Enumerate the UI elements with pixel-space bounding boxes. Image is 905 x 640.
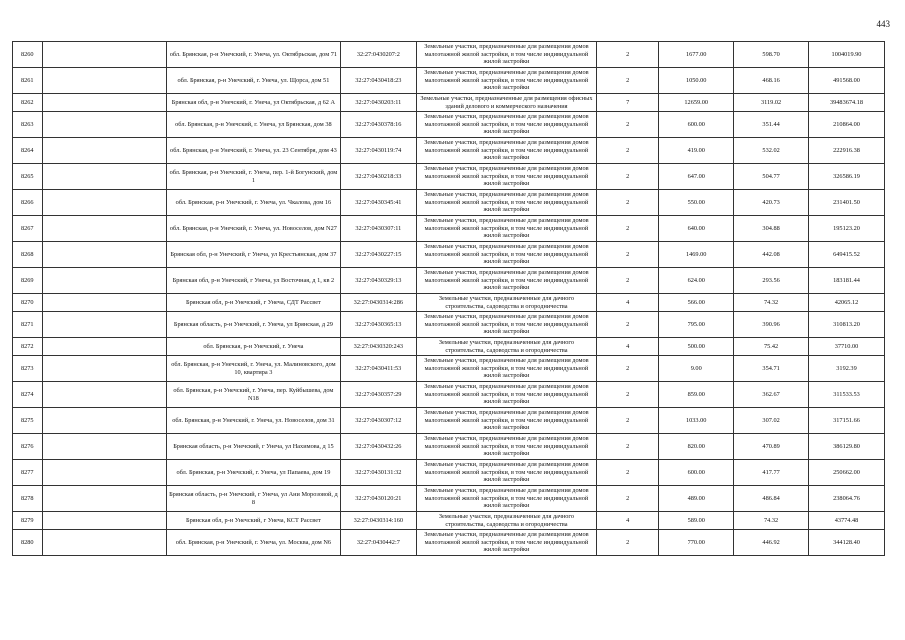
row-number-cell: 8267	[13, 216, 43, 242]
use-group-cell: 4	[597, 294, 659, 312]
spacer-cell	[42, 112, 166, 138]
use-group-cell: 2	[597, 138, 659, 164]
area-cell: 1469.00	[659, 242, 734, 268]
use-group-cell: 2	[597, 356, 659, 382]
row-number-cell: 8280	[13, 530, 43, 556]
spacer-cell	[42, 356, 166, 382]
address-cell: обл. Брянская, р-н Унечский, г. Унеча, пер. 1-й Богунский, дом 1	[166, 164, 340, 190]
use-group-cell: 2	[597, 382, 659, 408]
area-cell: 1677.00	[659, 42, 734, 68]
row-number-cell: 8264	[13, 138, 43, 164]
specific-value-cell: 504.77	[734, 164, 809, 190]
area-cell: 9.00	[659, 356, 734, 382]
area-cell: 640.00	[659, 216, 734, 242]
use-group-cell: 2	[597, 112, 659, 138]
cadastral-value-cell: 222916.38	[809, 138, 885, 164]
cadastral-value-cell: 1004019.90	[809, 42, 885, 68]
cadastral-value-cell: 3192.39	[809, 356, 885, 382]
table-row	[13, 94, 885, 112]
row-number-cell: 8263	[13, 112, 43, 138]
cadastral-value-cell: 210864.00	[809, 112, 885, 138]
land-use-cell: Земельные участки, предназначенные для размещения домов малоэтажной жилой застройки, в том числе индивидуальной жилой застройки	[416, 530, 596, 556]
land-use-cell: Земельные участки, предназначенные для размещения домов малоэтажной жилой застройки, в том числе индивидуальной жилой застройки	[416, 138, 596, 164]
table-row	[13, 338, 885, 356]
cadastral-number-cell: 32:27:0430432:26	[340, 434, 416, 460]
cadastral-value-cell: 649415.52	[809, 242, 885, 268]
specific-value-cell: 468.16	[734, 68, 809, 94]
address-cell: Брянская область, р-н Унечский, г. Унеча, ул Брянская, д 29	[166, 312, 340, 338]
table-row	[13, 382, 885, 408]
cadastral-value-cell: 344128.40	[809, 530, 885, 556]
row-number-cell: 8279	[13, 512, 43, 530]
row-number-cell: 8269	[13, 268, 43, 294]
address-cell: Брянская обл, р-н Унечский, г Унеча, ул Восточная, д 1, кв 2	[166, 268, 340, 294]
spacer-cell	[42, 68, 166, 94]
land-use-cell: Земельные участки, предназначенные для размещения домов малоэтажной жилой застройки, в том числе индивидуальной жилой застройки	[416, 68, 596, 94]
row-number-cell: 8276	[13, 434, 43, 460]
table-row	[13, 216, 885, 242]
use-group-cell: 2	[597, 216, 659, 242]
cadastral-number-cell: 32:27:0430307:11	[340, 216, 416, 242]
address-cell: обл. Брянская, р-н Унечский, г. Унеча, ул. Новоселов, дом N27	[166, 216, 340, 242]
table-row	[13, 164, 885, 190]
specific-value-cell: 390.96	[734, 312, 809, 338]
spacer-cell	[42, 268, 166, 294]
table-row	[13, 530, 885, 556]
area-cell: 647.00	[659, 164, 734, 190]
cadastral-value-cell: 43774.48	[809, 512, 885, 530]
specific-value-cell: 293.56	[734, 268, 809, 294]
spacer-cell	[42, 486, 166, 512]
table-row	[13, 112, 885, 138]
address-cell: обл. Брянская, р-н Унечский, г. Унеча, ул. Щорса, дом 51	[166, 68, 340, 94]
row-number-cell: 8274	[13, 382, 43, 408]
specific-value-cell: 75.42	[734, 338, 809, 356]
specific-value-cell: 351.44	[734, 112, 809, 138]
spacer-cell	[42, 294, 166, 312]
cadastral-number-cell: 32:27:0430365:13	[340, 312, 416, 338]
specific-value-cell: 74.32	[734, 294, 809, 312]
spacer-cell	[42, 242, 166, 268]
table-row	[13, 486, 885, 512]
land-use-cell: Земельные участки, предназначенные для размещения домов малоэтажной жилой застройки, в том числе индивидуальной жилой застройки	[416, 408, 596, 434]
cadastral-number-cell: 32:27:0430442:7	[340, 530, 416, 556]
area-cell: 550.00	[659, 190, 734, 216]
land-use-cell: Земельные участки, предназначенные для размещения домов малоэтажной жилой застройки, в том числе индивидуальной жилой застройки	[416, 434, 596, 460]
specific-value-cell: 442.08	[734, 242, 809, 268]
address-cell: обл. Брянская, р-н Унечский, г. Унеча, ул. Октябрьская, дом 71	[166, 42, 340, 68]
cadastral-value-cell: 326586.19	[809, 164, 885, 190]
land-use-cell: Земельные участки, предназначенные для размещения домов малоэтажной жилой застройки, в том числе индивидуальной жилой застройки	[416, 486, 596, 512]
cadastral-value-cell: 386129.80	[809, 434, 885, 460]
use-group-cell: 2	[597, 486, 659, 512]
area-cell: 600.00	[659, 460, 734, 486]
use-group-cell: 2	[597, 408, 659, 434]
area-cell: 770.00	[659, 530, 734, 556]
table-row	[13, 68, 885, 94]
address-cell: Брянская область, р-н Унечский, г Унеча, ул Нахимова, д 15	[166, 434, 340, 460]
cadastral-value-cell: 37710.00	[809, 338, 885, 356]
row-number-cell: 8277	[13, 460, 43, 486]
address-cell: обл. Брянская, р-н Унечский, г. Унеча, ул. Новоселов, дом 31	[166, 408, 340, 434]
spacer-cell	[42, 312, 166, 338]
cadastral-number-cell: 32:27:0430418:23	[340, 68, 416, 94]
cadastral-number-cell: 32:27:0430131:32	[340, 460, 416, 486]
specific-value-cell: 532.02	[734, 138, 809, 164]
use-group-cell: 2	[597, 190, 659, 216]
spacer-cell	[42, 338, 166, 356]
row-number-cell: 8271	[13, 312, 43, 338]
cadastral-value-cell: 250662.00	[809, 460, 885, 486]
cadastral-number-cell: 32:27:0430329:13	[340, 268, 416, 294]
use-group-cell: 2	[597, 312, 659, 338]
table-row	[13, 408, 885, 434]
cadastral-value-cell: 42065.12	[809, 294, 885, 312]
land-use-cell: Земельные участки, предназначенные для размещения домов малоэтажной жилой застройки, в том числе индивидуальной жилой застройки	[416, 356, 596, 382]
use-group-cell: 4	[597, 338, 659, 356]
land-use-cell: Земельные участки, предназначенные для размещения домов малоэтажной жилой застройки, в том числе индивидуальной жилой застройки	[416, 164, 596, 190]
specific-value-cell: 598.70	[734, 42, 809, 68]
cadastral-value-cell: 238064.76	[809, 486, 885, 512]
area-cell: 12659.00	[659, 94, 734, 112]
land-use-cell: Земельные участки, предназначенные для размещения офисных зданий делового и коммерческого назначения	[416, 94, 596, 112]
land-use-cell: Земельные участки, предназначенные для размещения домов малоэтажной жилой застройки, в том числе индивидуальной жилой застройки	[416, 382, 596, 408]
row-number-cell: 8273	[13, 356, 43, 382]
row-number-cell: 8270	[13, 294, 43, 312]
use-group-cell: 2	[597, 242, 659, 268]
area-cell: 489.00	[659, 486, 734, 512]
row-number-cell: 8268	[13, 242, 43, 268]
address-cell: обл. Брянская, р-н Унечский, г. Унеча, ул. Малиновского, дом 10, квартира 3	[166, 356, 340, 382]
land-use-cell: Земельные участки, предназначенные для дачного строительства, садоводства и огородничества	[416, 338, 596, 356]
cadastral-value-cell: 317151.66	[809, 408, 885, 434]
row-number-cell: 8272	[13, 338, 43, 356]
cadastral-number-cell: 32:27:0430307:12	[340, 408, 416, 434]
land-use-cell: Земельные участки, предназначенные для размещения домов малоэтажной жилой застройки, в том числе индивидуальной жилой застройки	[416, 42, 596, 68]
cadastral-number-cell: 32:27:0430314:286	[340, 294, 416, 312]
use-group-cell: 2	[597, 42, 659, 68]
page-number: 443	[876, 19, 890, 29]
cadastral-number-cell: 32:27:0430218:33	[340, 164, 416, 190]
area-cell: 500.00	[659, 338, 734, 356]
spacer-cell	[42, 382, 166, 408]
land-use-cell: Земельные участки, предназначенные для размещения домов малоэтажной жилой застройки, в том числе индивидуальной жилой застройки	[416, 112, 596, 138]
specific-value-cell: 3119.02	[734, 94, 809, 112]
area-cell: 1033.00	[659, 408, 734, 434]
land-use-cell: Земельные участки, предназначенные для размещения домов малоэтажной жилой застройки, в том числе индивидуальной жилой застройки	[416, 460, 596, 486]
row-number-cell: 8275	[13, 408, 43, 434]
row-number-cell: 8261	[13, 68, 43, 94]
spacer-cell	[42, 408, 166, 434]
use-group-cell: 4	[597, 512, 659, 530]
land-use-cell: Земельные участки, предназначенные для размещения домов малоэтажной жилой застройки, в том числе индивидуальной жилой застройки	[416, 242, 596, 268]
use-group-cell: 2	[597, 268, 659, 294]
cadastral-value-cell: 195123.20	[809, 216, 885, 242]
cadastral-number-cell: 32:27:0430378:16	[340, 112, 416, 138]
spacer-cell	[42, 94, 166, 112]
cadastral-number-cell: 32:27:0430119:74	[340, 138, 416, 164]
spacer-cell	[42, 530, 166, 556]
cadastral-value-cell: 491568.00	[809, 68, 885, 94]
cadastral-value-cell: 310813.20	[809, 312, 885, 338]
area-cell: 600.00	[659, 112, 734, 138]
spacer-cell	[42, 460, 166, 486]
table-row	[13, 42, 885, 68]
table-row	[13, 268, 885, 294]
address-cell: обл. Брянская, р-н Унечский, г. Унеча, ул Брянская, дом 38	[166, 112, 340, 138]
address-cell: обл. Брянская, р-н Унечский, г. Унеча, ул. Москва, дом N6	[166, 530, 340, 556]
specific-value-cell: 74.32	[734, 512, 809, 530]
cadastral-number-cell: 32:27:0430411:53	[340, 356, 416, 382]
cadastral-number-cell: 32:27:0430320:243	[340, 338, 416, 356]
address-cell: Брянская обл, р-н Унечский, г Унеча, ул Крестьянская, дом 37	[166, 242, 340, 268]
spacer-cell	[42, 190, 166, 216]
area-cell: 1050.00	[659, 68, 734, 94]
area-cell: 419.00	[659, 138, 734, 164]
address-cell: Брянская обл, р-н Унечский, г. Унеча, ул Октябрьская, д 62 А	[166, 94, 340, 112]
cadastral-value-cell: 183181.44	[809, 268, 885, 294]
cadastral-number-cell: 32:27:0430345:41	[340, 190, 416, 216]
specific-value-cell: 362.67	[734, 382, 809, 408]
table-row	[13, 356, 885, 382]
address-cell: обл. Брянская, р-н Унечский, г. Унеча, пер. Куйбышева, дом N18	[166, 382, 340, 408]
specific-value-cell: 304.88	[734, 216, 809, 242]
specific-value-cell: 470.89	[734, 434, 809, 460]
use-group-cell: 2	[597, 530, 659, 556]
spacer-cell	[42, 42, 166, 68]
table-row	[13, 242, 885, 268]
cadastral-number-cell: 32:27:0430120:21	[340, 486, 416, 512]
specific-value-cell: 486.84	[734, 486, 809, 512]
address-cell: Брянская обл, р-н Унечский, г Унеча, КСТ Рассвет	[166, 512, 340, 530]
address-cell: обл. Брянская, р-н Унечский, г. Унеча	[166, 338, 340, 356]
specific-value-cell: 420.73	[734, 190, 809, 216]
land-use-cell: Земельные участки, предназначенные для размещения домов малоэтажной жилой застройки, в том числе индивидуальной жилой застройки	[416, 190, 596, 216]
table-row	[13, 190, 885, 216]
use-group-cell: 2	[597, 68, 659, 94]
specific-value-cell: 307.02	[734, 408, 809, 434]
spacer-cell	[42, 164, 166, 190]
spacer-cell	[42, 434, 166, 460]
land-use-cell: Земельные участки, предназначенные для дачного строительства, садоводства и огородничества	[416, 294, 596, 312]
cadastral-number-cell: 32:27:0430227:15	[340, 242, 416, 268]
table-row	[13, 460, 885, 486]
cadastral-registry-table	[12, 41, 885, 556]
address-cell: обл. Брянская, р-н Унечский, г. Унеча, ул Папаева, дом 19	[166, 460, 340, 486]
table-row	[13, 294, 885, 312]
table-row	[13, 512, 885, 530]
address-cell: обл. Брянская, р-н Унечский, г. Унеча, ул. 23 Сентября, дом 43	[166, 138, 340, 164]
land-use-cell: Земельные участки, предназначенные для размещения домов малоэтажной жилой застройки, в том числе индивидуальной жилой застройки	[416, 312, 596, 338]
address-cell: Брянская обл, р-н Унечский, г Унеча, СДТ Рассвет	[166, 294, 340, 312]
table-row	[13, 138, 885, 164]
table-row	[13, 434, 885, 460]
use-group-cell: 2	[597, 460, 659, 486]
cadastral-number-cell: 32:27:0430207:2	[340, 42, 416, 68]
use-group-cell: 7	[597, 94, 659, 112]
address-cell: обл. Брянская, р-н Унечский, г. Унеча, ул. Чкалова, дом 16	[166, 190, 340, 216]
land-use-cell: Земельные участки, предназначенные для размещения домов малоэтажной жилой застройки, в том числе индивидуальной жилой застройки	[416, 216, 596, 242]
land-use-cell: Земельные участки, предназначенные для размещения домов малоэтажной жилой застройки, в том числе индивидуальной жилой застройки	[416, 268, 596, 294]
specific-value-cell: 354.71	[734, 356, 809, 382]
spacer-cell	[42, 512, 166, 530]
area-cell: 795.00	[659, 312, 734, 338]
area-cell: 859.00	[659, 382, 734, 408]
cadastral-value-cell: 39483674.18	[809, 94, 885, 112]
area-cell: 589.00	[659, 512, 734, 530]
cadastral-value-cell: 231401.50	[809, 190, 885, 216]
cadastral-number-cell: 32:27:0430314:160	[340, 512, 416, 530]
cadastral-number-cell: 32:27:0430357:29	[340, 382, 416, 408]
spacer-cell	[42, 138, 166, 164]
specific-value-cell: 417.77	[734, 460, 809, 486]
use-group-cell: 2	[597, 164, 659, 190]
table-row	[13, 312, 885, 338]
cadastral-number-cell: 32:27:0430203:11	[340, 94, 416, 112]
row-number-cell: 8262	[13, 94, 43, 112]
area-cell: 566.00	[659, 294, 734, 312]
address-cell: Брянская область, р-н Унечский, г Унеча, ул Ани Морозовой, д 8	[166, 486, 340, 512]
spacer-cell	[42, 216, 166, 242]
use-group-cell: 2	[597, 434, 659, 460]
land-use-cell: Земельные участки, предназначенные для дачного строительства, садоводства и огородничества	[416, 512, 596, 530]
row-number-cell: 8278	[13, 486, 43, 512]
area-cell: 624.00	[659, 268, 734, 294]
row-number-cell: 8260	[13, 42, 43, 68]
area-cell: 820.00	[659, 434, 734, 460]
row-number-cell: 8265	[13, 164, 43, 190]
specific-value-cell: 446.92	[734, 530, 809, 556]
cadastral-value-cell: 311533.53	[809, 382, 885, 408]
row-number-cell: 8266	[13, 190, 43, 216]
